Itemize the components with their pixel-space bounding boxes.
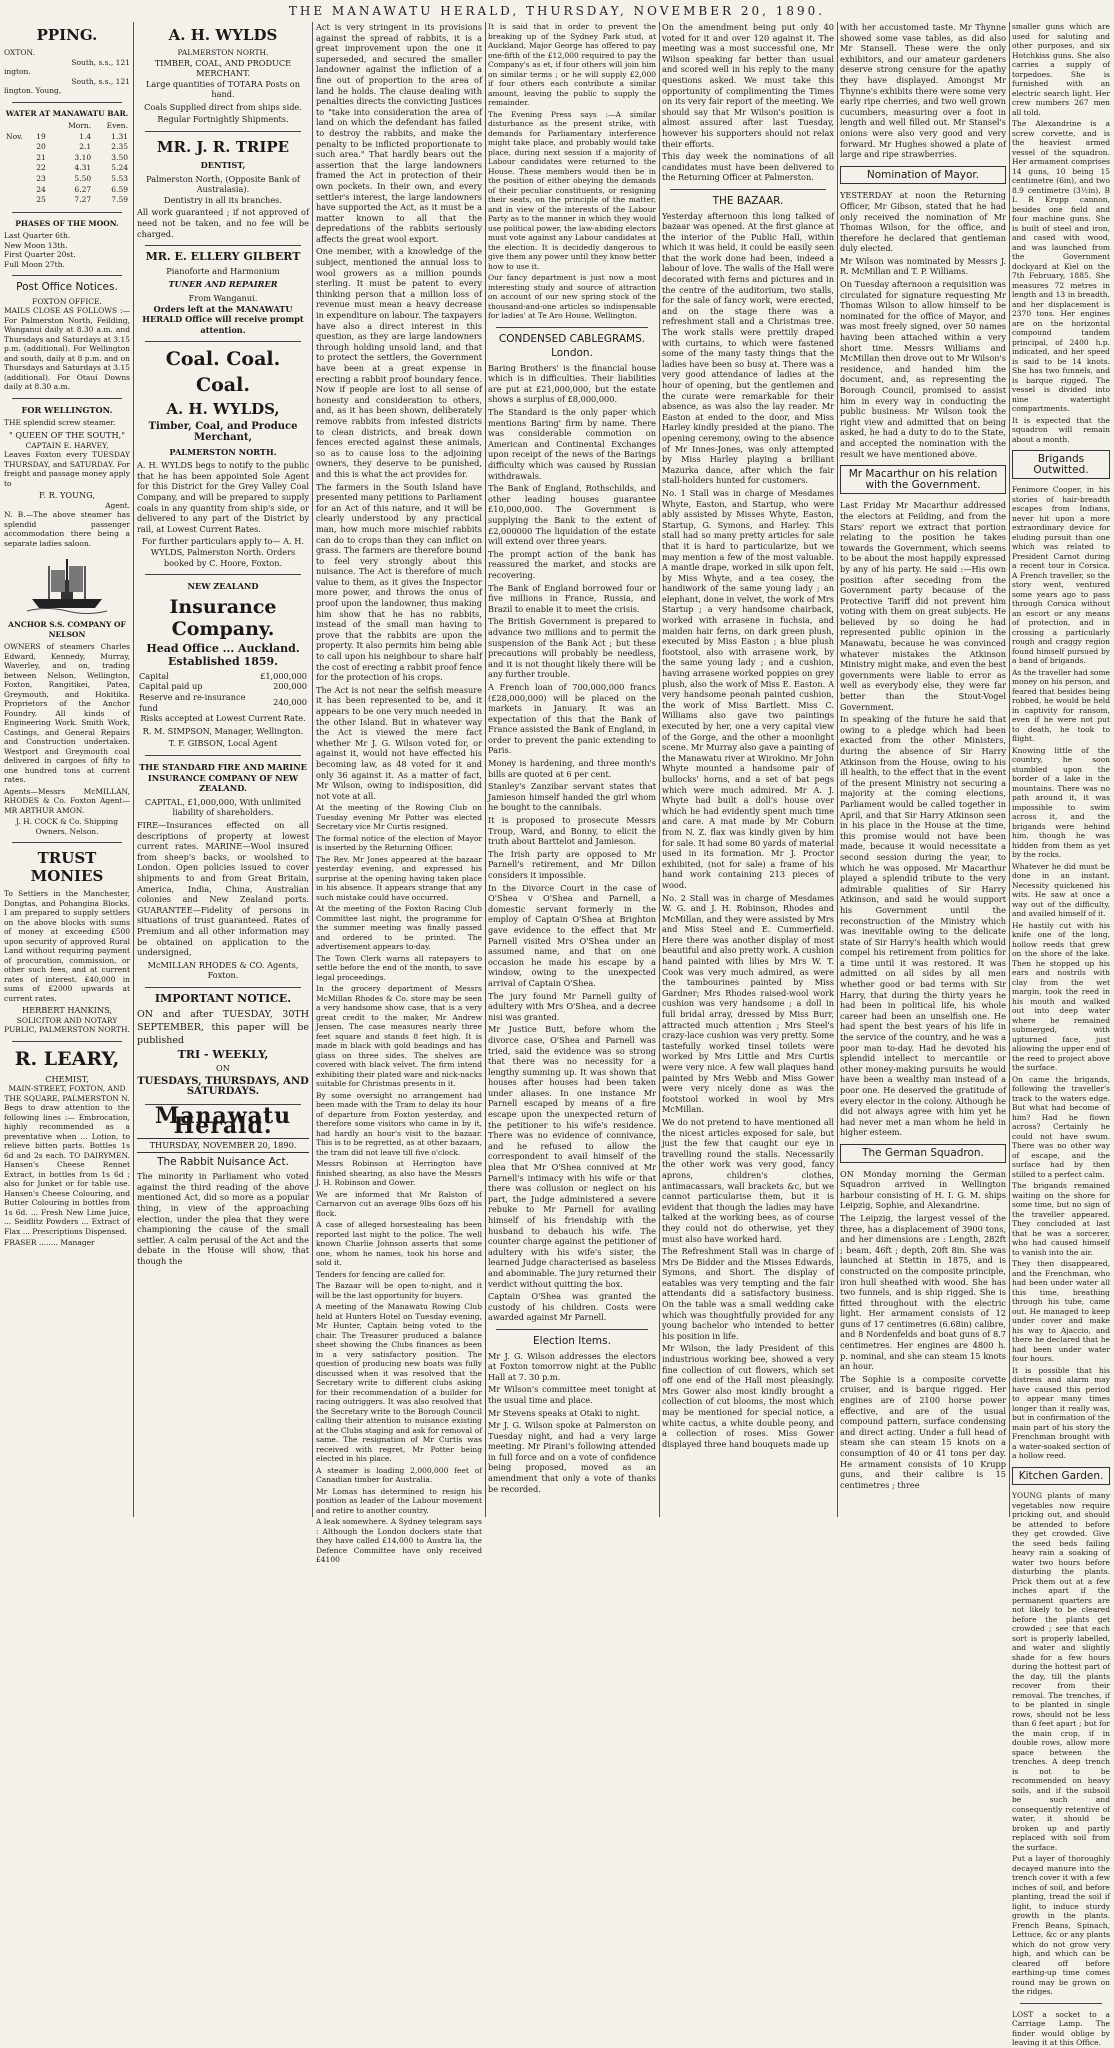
steamer-captain: CAPTAIN E. HARVEY, [25, 440, 109, 450]
column-rule [133, 22, 134, 1517]
bazaar-heading: THE BAZAAR. [712, 194, 784, 207]
brigands-paragraph: Knowing little of the country, he soon stumbled upon the border of a lake in the mountains. There was no path around it, it was impossible to swim across it, and the brigands were behind him, though he was hidden from them as yet by the rocks. [1012, 745, 1110, 860]
wylds-text: Large quantities of TOTARA Posts on hand. [145, 78, 300, 100]
chemist-address: MAIN-STREET, FOXTON, AND THE SQUARE, PALMERSTON N. [4, 1084, 130, 1103]
divider [12, 398, 122, 399]
divider [145, 341, 301, 342]
news-paragraph: Our fancy department is just now a most interesting study and source of attraction on account of our new spring stock of the thousand-and-one articles so indispensable for ladies' at Te Aro House, Wellington. [488, 273, 656, 320]
rabbit-heading: The Rabbit Nuisance Act. [157, 1155, 289, 1168]
divider [670, 189, 826, 190]
moon-heading: PHASES OF THE MOON. [15, 218, 119, 228]
tide-row: 20 2.1 2.35 [36, 142, 128, 152]
tide-table [4, 121, 130, 206]
news-paragraph: The Evening Press says :—A similar disturbance as the present strike, with demands for Parliamentary interference might take place, and probably would take place, during next session if a majority of Labour candidates were returned to the House. These members would then be in the position of either obeying the demands of their peculiar constituents, or resigning their seats, on the principle of the matter, and in view of the interests of the Labour Party as to the manner in which they would use political power, the law-abiding electors must vote against any Labour candidates at the election. It is decidedly dangerous to give them any power until they know better how to use it. [488, 109, 657, 271]
divider [145, 987, 301, 988]
tripe-text: Dentistry in all its branches. [164, 194, 282, 205]
tide-row: 21 3.10 3.50 [36, 152, 128, 162]
election-heading: Election Items. [533, 1334, 611, 1347]
coal-apply: For further particulars apply to— A. H. WYLDS, Palmerston North. Orders booked by C. Hoore, Foxton. [142, 536, 304, 568]
column-3 [316, 22, 482, 1565]
shipping-heading: PPING. [36, 26, 98, 44]
cable-paragraph: It is proposed to prosecute Messrs Troup, Ward, and Bonny, to elicit the truth about Barttelot and Jamieson. [488, 815, 656, 847]
news-paragraph: At the meeting of the Rowing Club on Tuesday evening Mr Potter was elected Secretary vice Mr Curtis resigned. [316, 803, 482, 832]
company-agents: Agents—Messrs McMILLAN, RHODES & Co. Foxton Agent— MR ARTHUR AMON. [4, 786, 130, 815]
cable-paragraph: Stanley's Zanzibar servant states that Jamieson himself handed the girl whom he bought to the cannibals. [488, 781, 656, 813]
insurance-row: Reserve and re-insurance fund 240,000 [139, 692, 307, 713]
insurance-office: Head Office ... Auckland. [146, 641, 300, 655]
news-paragraph: The farmers in the South Island have presented many petitions to Parliament for an Act of this nature, and it will be clearly understood by any practical man, how much more mischief rabbits can do to crops than they can inflict on grass. The farmers are therefore bound to feel very strongly about this nuisance. The Act is therefore of much value to them, as it gives the Inspector more power, and throws the onus of proof upon the landowner, thus making him show that he has no rabbits, instead of the small man having to prove that the rabbits are upon the property. It also permits him being able to call upon his neighbour to share half the cost of erecting a rabbit proof fence for the protection of his crops. [316, 481, 482, 683]
cable-paragraph: The Bank of England, Rothschilds, and other leading houses guarantee £10,000,000. The Government is supplying the Bank to the extent of £2,000000 The liquidation of the estate will extend over three years. [488, 483, 656, 547]
agent-name: F. R. YOUNG, [38, 490, 95, 501]
news-paragraph: The Act is not near the selfish measure it has been represented to be, and it appears to be one very much needed in the other Island. But in whatever way the Act is viewed the mere fact whether Mr J. G. Wilson voted for, or against it, would not have effected his becoming law, as 48 voted for it and only 36 against it. As a matter of fact, Mr Wilson, owing to indisposition, did not vote at all. [316, 684, 482, 801]
german-paragraph: The Sophie is a composite corvette cruiser, and is barque rigged. Her engines are of 2100 horse power effective, and are of the usual compound pattern, surface condensing and direct acting. Under a full head of steam she can steam 15 knots on a consumption of 40 or 41 tons per day. He armament consists of 10 Krupp guns, and their calibre is 15 centimetres ; three [840, 1373, 1006, 1490]
cable-paragraph: The Irish party are opposed to Mr Parnell's retirement, and Mr Dillon considers it impossible. [488, 848, 656, 880]
company-sign: J. H. COCK & Co. Shipping Owners, Nelson. [15, 817, 119, 836]
news-paragraph: The Bazaar will be open to-night, and it will be the last opportunity for buyers. [316, 1281, 482, 1300]
coal-trade: Timber, Coal, and Produce Merchant, [148, 421, 298, 443]
brigands-paragraph: He hastily cut with his knife one of the long, hollow reeds that grew on the shore of the lake. Then he stopped up his ears and nostrils with clay from the wet margin, took the reed in his mouth and walked out into deep water where he remained submerged, with upturned face, just allowing the upper end of the reed to project above the surface. [1012, 920, 1110, 1073]
tide-row: 22 4.31 5.24 [36, 163, 128, 173]
wylds-text: Coals Supplied direct from ships side. [144, 101, 302, 112]
insurance-established: Established 1859. [168, 655, 278, 669]
news-paragraph: A case of alleged horsestealing has been reported last night to the police. The well known Charlie Johnson asserts that some one, whom he names, took his horse and sold it. [316, 1220, 482, 1268]
divider [12, 212, 122, 213]
column-rule [1009, 22, 1010, 1517]
news-paragraph: with her accustomed taste. Mr Thynne showed some vase tables, as did also Mr Stansell. These were the only exhibitors, and our amateur gardeners deserve strong censure for the apathy they have displayed. Amongst Mr Thynne's exhibits there were some very early ripe cherries, and two well grown cucumbers, measuring over a foot in length and well filled out. Mr Stansel's onions were also very good and very forward. Mr Hughes showed a plate of large and ripe strawberries. [840, 22, 1006, 160]
news-paragraph: Mr Lomas has determined to resign his position as leader of the Labour movement and retire to another country. [316, 1486, 482, 1515]
news-paragraph: This day week the nominations of all candidates must have been delivered to the Returning Officer at Palmerston. [662, 151, 834, 183]
mayor-paragraph: Mr Wilson was nominated by Messrs J. R. McMillan and T. P. Williams. [840, 255, 1006, 277]
steamer-body: Leaves Foxton every TUESDAY THURSDAY, and SATURDAY. For freight and passage money apply to [4, 450, 131, 488]
german-paragraph: ON Monday morning the German Squadron arrived in Wellington harbour consisting of H. I. G. M. ships Leipzig, Sophie, and Alexandrine. [840, 1168, 1006, 1211]
trust-heading: TRUST MONIES [30, 849, 104, 886]
tide-col-head: Even. [106, 121, 128, 130]
shipping-line: South, s.s., 121 [71, 57, 130, 67]
brigands-paragraph: Fenimore Cooper, in his stories of hair-breadth escapes from Indians, never hit upon a more extraordinary device for eluding pursuit than one which was related to President Carnot during a recent tour in Corsica. A French traveller, so the story went, ventured some years ago to pass through Corsica without an escort or any means of protection, and in crossing a particularly rough and craggy region found himself pursued by a band of brigands. [1012, 485, 1110, 666]
news-paragraph: One member, with a knowledge of the subject, mentioned the annual loss to wool growers as a million pounds sterling. It must be patent to every thinking person that a million loss of revenue must mean a heavy decrease in expenditure on labour. The taxpayers have also a direct interest in this question, as they are large landowners through holding unsold land, and that to protect the settlers, the Government have been at a great expense in erecting a rabbit proof boundary fence. Now if people are lost to all sense of honesty and consideration to others, and, as it has been shown, deliberately remove rabbits from infested districts to clean districts, and break down fences erected against these animals, so as to cause loss to the adjoining owners, they deserve to be punished, and this is what the act provides for. [316, 246, 482, 479]
mayor-paragraph: YESTERDAY at noon the Returning Officer, Mr Gibson, stated that he had only received the nomination of Mr Thomas Wilson, for the office, and therefore he declared that gentleman duly elected. [840, 190, 1006, 254]
election-paragraph: Mr J. G. Wilson addresses the electors at Foxton tomorrow night at the Public Hall at 7. 30 p.m. [488, 1350, 656, 1382]
tripe-text: All work guaranteed ; if not approved of need not be taken, and no fee will be charged. [137, 207, 309, 239]
german-heading: The German Squadron. [840, 1144, 1006, 1163]
cable-paragraph: The British Government is prepared to advance two millions and to permit the suspension of the Bank Act ; but these precautions will probably be needless, and it is not thought likely there will be any further trouble. [488, 616, 656, 680]
divider [12, 102, 122, 103]
cable-paragraph: The Standard is the only paper which mentions Baring' firm by name. There was considerable commotion on American and Continental Exchanges upon receipt of the news of the Barings difficulty which was caused by Russian withdrawals. [488, 407, 656, 481]
insurance-row: Capital £1,000,000 [139, 670, 307, 681]
post-office-text: MAILS CLOSE AS FOLLOWS :— For Palmerston North, Feilding, Wanganui daily at 8.30 a.m. and Thursdays and Saturdays at 3.15 p.m. (additional). For Wellington and south, daily at 8 p.m. and on Thursdays and Saturdays at 3.15 (additional). For Otaui Downs daily at 8.30 a.m. [4, 306, 130, 392]
post-office-heading: Post Office Notices. [16, 281, 118, 294]
news-paragraph: A steamer is loading 2,000,000 feet of Canadian timber for Australia. [316, 1465, 482, 1485]
tide-row: 24 6.27 6.59 [36, 184, 128, 194]
cable-paragraph: The Bank of England borrowed four or five millions in France, Russia, and Brazil to enable it to meet the crisis. [488, 582, 656, 614]
cable-sub: London. [551, 347, 593, 360]
mayor-heading: Nomination of Mayor. [840, 166, 1006, 185]
kitchen-paragraph: Put a layer of thoroughly decayed manure into the trench cover it with a few inches of soil, and before planting, tread the soil if light, to induce sturdy growth in the plants. French Beans, Spinach, Lettuce, &c or any plants which do not grow very high, and which can be cleared off before earthing-up time comes round may be grown on the ridges. [1012, 1854, 1110, 1997]
news-paragraph: Act is very stringent in its provisions against the spread of rabbits, it is a great improvement upon the one it superseded, and secured the smaller landowner against the infliction of a fine out of proportion to the area of land he holds. The clause dealing with penalties directs the convicting Justices to "take into consideration the area of land on which the defendant has failed to destroy the rabbits, and make the penalty to be inflicted proportionate to such area." That hardly bears out the assertion that the large landowners framed the Act in protection of their own pockets. In their own, and every settler's interest, the large landowners have supported the Act, as it must be a matter known to all that the depredations of the rabbits seriously affects the great wool export. [316, 22, 482, 244]
gilbert-role: TUNER AND REPAIRER [168, 279, 278, 290]
bazaar-paragraph: No. 2 Stall was in charge of Mesdames W. G. and J. H. Robinson, Rhodes and McMillan, and they were assisted by Mrs and Miss Steel and E. Cummerfield. Here there was another display of most beautiful and also pretty work. A cushion hand painted with lilies by Mrs W. T. Cook was very much admired, as were the tambourines painted by Miss Gardner; Mrs Rhodes raised-wool work cushion was very handsome ; a doll in full bridal array, dressed by Miss Burr, attracted much attention ; Mrs Steel's crazy-lace cushion was very pretty. Some tastefully worked tinsel toilets were worked by Mrs Little and Mrs Curtis were very nice. A few wall plaques hand painted by Mrs Webb and Miss Gower were very nicely done as was the footstool worked in wool by Mrs McMillan. [662, 892, 834, 1115]
news-paragraph: On the amendment being put only 40 voted for it and over 120 against it. The meeting was a most successful one, Mr Wilson speaking far better than usual and scored well in his reply to the many questions asked. We must take this opportunity of complimenting the Times on its very fair report of the meeting. We should say that Mr Wilson's position is almost assured after last Tuesday, however his supporters should not relax their efforts. [662, 22, 834, 149]
column-rule [485, 22, 486, 1517]
chemist-sign: FRASER ........ Manager [4, 1238, 95, 1248]
divider [145, 755, 301, 756]
standard-capital: CAPITAL, £1,000,000, With unlimited liability of shareholders. [144, 796, 302, 818]
brigands-paragraph: As the traveller had some money on his person, and feared that besides being robbed, he would be held in captivity for ransom, even if he were not put to death, he took to flight. [1012, 667, 1110, 744]
cable-paragraph: Mr Justice Butt, before whom the divorce case, O'Shea and Parnell was tried, said the evidence was so strong that there was no necessity for a lengthy summing up. It was shown that houses after houses had been taken under aliases. In one instance Mr Parnell escaped by means of a fire escape upon the unexpected return of the petitioner to his wife's residence. There was no evidence of connivance, and he refused to allow the correspondent to avail himself of the plea that Mr O'Shea connived at Mr Parnell's intimacy with his wife or that there was collusion or neglect on his part, the Judge administered a severe rebuke to Mr Parnell for availing himself of his friendship with the husband to debauch his wife. The counter charge against the petitioner of adultery with his wife's sister, the learned Judge characterised as baseless and abominable. The jury returned their verdict without quitting the box. [488, 1024, 656, 1289]
kitchen-paragraph: YOUNG plants of many vegetables now require pricking out, and should be attended to before they get crowded. Give the seed beds failing heavy rain a soaking of water two hours before disturbing the plants. Prick them out at a few inches apart if the permanent quarters are not likely to be cleared before the plants get crowded ; see that each sort is properly labelled, and water and slightly shade for a few hours during the hottest part of the day, till the plants recover from their removal. The trenches, if to be planted in single rows, should not be less than 6 feet apart ; but for the main crop, if in double rows, allow more space between the trenches. A deep trench is not to be recommended on heavy soils, and if the subsoil be such and consequently retentive of water, it should be broken up and partly replaced with soil from the surface. [1012, 1491, 1110, 1852]
agent-role: Agent. [105, 500, 130, 510]
insurance-heading: NEW ZEALAND [187, 581, 259, 592]
coal-text: A. H. WYLDS begs to notify to the public that he has been appointed Sole Agent for this District for the Grey Valley Coal Company, and will be prepared to supply coals in any quantity from ship's side, or delivered to any part of the District by rail, at Lowest Current Rates. [137, 460, 309, 534]
gilbert-location: From Wanganui. [188, 293, 258, 303]
tide-row: 25 7.27 7.59 [36, 195, 128, 205]
moon-line: Full Moon 27th. [4, 259, 65, 269]
wylds-heading: A. H. WYLDS [168, 26, 278, 44]
bazaar-paragraph: Yesterday afternoon this long talked of bazaar was opened. At the first glance at the interior of the Public Hall, within which it was held, it could be easily seen that the work done had been, indeed a labour of love. The walls of the Hall were decorated with ferns and pictures and in the centre of the auditorium, two stalls, for the sale of fancy work, were erected, and on the stage there was a refreshment stall and a Christmas tree. The work stalls were prettily draped with curtains, to which were fastened some of the many tasty things that the ladies have been so busy at. There was a very good attendance of ladies at the hour of opening, but the gentlemen and the curate were remarkable for their absence, as was also the lay reader. Mr Easton at ended to the door, and Miss Harley kindly presided at the piano. The opening ceremony, owing to the absence of Mr Innes-Jones, was only attempted by Miss Harley playing a brilliant Mazurka dance, after which the fair stall-holders hunted for customers. [662, 210, 834, 486]
standard-heading: THE STANDARD FIRE AND MARINE INSURANCE COMPANY OF NEW ZEALAND. [139, 762, 307, 794]
cable-paragraph: A French loan of 700,000,000 francs (£28,000,000) will be placed on the markets in January. It was an expectation of this that the Bank of France assisted the Bank of England, in order to prevent the panic extending to Paris. [488, 681, 656, 756]
masthead: THE MANAWATU HERALD, THURSDAY, NOVEMBER 20, 1890. [288, 4, 826, 18]
shipping-line: ington. [4, 67, 31, 76]
cable-paragraph: The prompt action of the bank has reassured the market, and stocks are recovering. [488, 548, 656, 580]
election-paragraph: Mr Stevens speaks at Otaki to night. [488, 1407, 641, 1418]
divider [12, 1041, 122, 1042]
bazaar-paragraph: We do not pretend to have mentioned all the nicest articles exposed for sale, but just the few that caught our eye in travelling round the stalls. Necessarily the other work was very good, fancy aprons, children's clothes, antimacassars, wall brackets &c, but we cannot particularise them, but it is evident that though the ladies may have talked at the working bees, as of course they could not do otherwise, yet they must also have worked hard. [662, 1116, 834, 1244]
column-rule [837, 22, 838, 1517]
news-paragraph: We are informed that Mr Ralston of Carnarvon cut an average 9lbs 6ozs off his flock. [316, 1189, 482, 1218]
rabbit-text: The minority in Parliament who voted against the third reading of the above mentioned Act, did so more as a popular thing, in view of the approaching election, under the plea that they were championing the cause of the small settler. A calm perusal of the Act and the debate in the House will show, that though the [137, 1171, 309, 1266]
standard-sign: McMILLAN RHODES & CO. Agents, Foxton. [147, 959, 299, 981]
insurance-table [137, 671, 309, 713]
shipping-line: OXTON. [4, 48, 35, 57]
column-6 [840, 22, 1006, 1517]
tripe-heading: MR. J. R. TRIPE [156, 138, 290, 157]
divider [12, 842, 122, 843]
brigands-paragraph: The brigands remained waiting on the shore for some time, but no sign of the traveller appeared. They concluded at last that he was a sorcerer, who had caused himself to vanish into the air. [1012, 1181, 1110, 1257]
divider [145, 131, 301, 132]
news-paragraph: At the meeting of the Foxton Racing Club Committee last night, the programme for the summer meeting was finally passed and ordered to be printed. The advertisement appears to-day. [316, 904, 482, 952]
news-paragraph: The Rev. Mr Jones appeared at the bazaar yesterday evening, and expressed his surprise at the opening having taken place in his absence. It appears strange that any such mistake could have occurred. [316, 854, 482, 902]
divider [12, 275, 122, 276]
chemist-heading: R. LEARY, [14, 1047, 120, 1070]
coal-heading: Coal. Coal. [165, 348, 281, 371]
moon-line: First Quarter 20st. [4, 250, 76, 260]
gilbert-text: Orders left at the MANAWATU HERALD Office will receive prompt attention. [142, 303, 304, 335]
news-paragraph: A meeting of the Manawatu Rowing Club held at Hunters Hotel on Tuesday evening, Mr Hunter, Captain being voted to the chair. The Treasurer produced a balance sheet showing the Clubs finances as been in a very satisfactory position. The question of producing new boats was fully discussed when it was resolved that the Secretary write to different clubs asking for their recommendation of a builder for racing outriggers. It was also resolved that the Secretary write to the Borough Council calling their attention to nuisance existing at the Clubs staging and ask for removal of same. The resignation of Mr Curtis was received with regret, Mr Potter being elected in his place. [316, 1302, 482, 1464]
column-4 [488, 22, 656, 1517]
insurance-risks: Risks accepted at Lowest Current Rate. [140, 713, 306, 724]
column-5 [662, 22, 834, 1517]
news-paragraph: Tenders for fencing are called for. [316, 1269, 446, 1279]
paper-title: Manawatu Herald. [154, 1102, 292, 1140]
divider [496, 327, 648, 328]
news-paragraph: Messrs Robinson at Herrington have finished shearing, as also have the Messrs J. H. Robinson and Gower. [316, 1159, 482, 1188]
wylds-trade: TIMBER, COAL, AND PRODUCE MERCHANT. [154, 57, 292, 79]
brigands-paragraph: It is possible that his distress and alarm may have caused this period to appear many times longer than it really was, but in confirmation of the main part of his story the Frenchman brought with a water-soaked section of a hollow reed. [1012, 1365, 1110, 1461]
kitchen-heading: Kitchen Garden. [1012, 1467, 1110, 1486]
company-text: OWNERS of steamers Charles Edward, Kennedy, Murray, Waverley, and on, trading between Nelson, Wellington, Foxton, Rangitikei, Patea, Greymouth, and Hokitika. Proprietors of the Anchor Foundry. All kinds of Engineering Work. Smith Work, Castings, and General Repairs and Construction undertaken. Westport and Greymouth coal delivered in cargoes of fifty to one hundred tons at current rates. [4, 642, 130, 785]
tripe-location: Palmerston North, (Opposite Bank of Australasia). [146, 173, 300, 195]
cable-paragraph: Baring Brothers' is the financial house which is in difficulties. Their liabilities are put at £21,000,000, but the estate shows a surplus of £8,000,000. [488, 362, 656, 405]
standard-text: FIRE—Insurances effected on all descriptions of property at lowest current rates. MARINE—Wool insured from sheep's backs, or woolshed to London. Open policies issued to cover shipments to and from Great Britain, America, India, China, Australian colonies and New Zealand ports. GUARANTEE—Fidelity of persons in situations of trust guaranteed. Rates of Premium and all other information may be obtained on application to the undersigned, [137, 820, 309, 958]
insurance-agent: T. F. GIBSON, Local Agent [168, 738, 278, 749]
tide-heading: WATER AT MANAWATU BAR. [5, 108, 129, 118]
cable-heading: CONDENSED CABLEGRAMS. [498, 332, 646, 345]
trust-text: To Settlers in the Manchester, Dongtas, and Pohangina Blocks. I am prepared to supply settlers on the above blocks with sums of money at exceeding £500 upon security of approved Rural Land without requiring payment of procuration, commission, or other such fees, and at current rates of interest. £40,000 in sums of £2000 upwards at current rates. [4, 889, 130, 1003]
insurance-row: Capital paid up 200,000 [139, 681, 307, 692]
column-rule [312, 22, 313, 1517]
tide-row: 23 5.50 5.53 [36, 173, 128, 183]
election-paragraph: Mr J. G. Wilson spoke at Palmerston on Tuesday night, and had a very large meeting. Mr Pirani's following attended in full force and on a vote of confidence being proposed, moved as an amendment that only a vote of thanks be recorded. [488, 1420, 656, 1494]
company-heading: ANCHOR S.S. COMPANY OF NELSON [8, 620, 126, 639]
macarthur-heading: Mr Macarthur on his relation with the Government. [840, 465, 1006, 494]
coal-heading-2: Coal. [196, 374, 250, 397]
bazaar-paragraph: No. 1 Stall was in charge of Mesdames Whyte, Easton, and Startup, who were ably assisted by Misses Whyte, Easton, Startup, G. Symons, and Harley. This stall had so many pretty articles for sale that it is hard to particularize, but we may mention a few of the most valuable. A mantle drape, worked in silk upon felt, by Miss Whyte, and a tea cosey, the handiwork of the same young lady ; an elephant, done in velvet, the work of Mrs Startup ; a very handsome chairback, worked with arrasene in fuchsia, and maiden hair ferns, on dark green plush, executed by Miss Easton ; a blue plush footstool, also with arrasene work, by the same young lady ; and a cushion, having arrasene worked poppies on grey plush, also the work of Miss E. Easton. A very handsome peonah painted cushion, the work of Miss Bartlett. Miss C. Williams also gave two paintings executed by her, one a very capital view of the Gorge, and the other a moonlight scene. Mr Murray also gave a painting of the Manawatu river at Wirokino. Mr John Whyte mounted a handsome pair of bullocks' horns, and a set of bat pegs which were much admired. Mr A. J. Whyte had built a doll's house over which he had evidently spent much time and care. A mat made by Mr Coburn from N. Z. flax was kindly given by him for sale. It had some 80 yards of material used in its formation. Mr J. Proctor exhibited, (not for sale) a frame of his hand work containing 213 pieces of wood. [662, 487, 835, 890]
lost-notice: LOST a socket to a Carriage Lamp. The finder would oblige by leaving it at this Office. [1012, 2009, 1110, 2048]
cable-paragraph: In the Divorce Court in the case of O'Shea v O'Shea and Parnell, a domestic servant formerly in the employ of Captain O'Shea at Brighton gave evidence to the effect that Mr Parnell visited Mrs O'Shea under an assumed name, and that on one occasion he made his escape by a window, owing to the unexpected arrival of Captain O'Shea. [488, 882, 656, 988]
moon-line: New Moon 13th. [4, 240, 68, 250]
news-paragraph: In the grocery department of Messrs McMillan Rhodes & Co. store may be seen a very handsome show case, that is a very great credit to the maker, Mr Andrew Jensen. The case measures nearly three feet square and stands 8 feet high. It is made in black with gold beadings and has glass on three sides. The shelves are covered with black velvet. The firm intend exhibiting their plated ware and nick-nacks suitable for Christmas presents in it. [316, 984, 482, 1089]
macarthur-paragraph: Last Friday Mr Macarthur addressed the electors at Feilding, and from the Stars' report we extract that portion relating to the position he takes towards the Government, which seems to be about the most happily expressed by any of his party. He said :—His own position after seceding from the Government party because of the Protective Tariff did not prevent him voting with them on great subjects. He believed by so doing he had represented public opinion in the Manawatu, because he was convinced whatever mistakes the Atkinson Ministry might make, and even the best governments were liable to error as well as everybody else, they were far better than the Stout-Vogel Government. [840, 500, 1006, 712]
chemist-text: Begs to draw attention to the following lines :— Embrocation, highly recommended as a preventative when ... Lotion, to relieve bitten parts. Bottles 1s 6d and 2s each. TO DAIRYMEN. Hansen's Cheese Rennet Extract, in bottles from 1s 6d ; also for Junket or for table use. Hansen's Cheese Colouring, and Butter Colouring in bottles from 1s 6d. ... Fresh New Lime Juice, ... Seidlitz Powders ... Extract of Flax ... Prescriptions Dispensed. [4, 1103, 130, 1236]
coal-name: A. H. WYLDS, [166, 400, 280, 419]
column-1 [4, 22, 130, 1517]
gilbert-sub: Pianoforte and Harmonium [166, 265, 280, 276]
column-2 [137, 22, 309, 1517]
notice-on: ON [216, 1063, 230, 1074]
ship-illustration [27, 554, 107, 614]
tripe-role: DENTIST, [200, 160, 246, 171]
post-office-sub: FOXTON OFFICE. [32, 296, 102, 306]
divider [145, 245, 301, 246]
news-paragraph: The Town Clerk warns all ratepayers to settle before the end of the month, to save legal proceedings. [316, 953, 482, 982]
news-paragraph: A leak somewhere. A Sydney telegram says : Although the London dockers state that they have called £14,000 to Austra lia, the Defence Committee have only received £4100 [316, 1517, 482, 1565]
coal-location: PALMERSTON NORTH. [169, 446, 277, 457]
moon-line: Last Quarter 6th. [4, 231, 71, 241]
news-paragraph: smaller guns which are used for saluting and other purposes, and six Hotchkiss guns. She also carries a supply of torpedoes. She is furnished with an electric search light. Her crew numbers 267 men all told. [1012, 22, 1110, 117]
wellington-heading: FOR WELLINGTON. [21, 404, 113, 415]
solicitor-role: SOLICITOR AND NOTARY PUBLIC, PALMERSTON NORTH. [4, 1015, 130, 1035]
mayor-paragraph: On Tuesday afternoon a requisition was circulated for signature requesting Mr Thomas Wilson to allow himself to be nominated for the office of Mayor, and was most freely signed, over 50 names having been attached within a very short time. Messrs Williams and McMillan then drove out to Mr Wilson's residence, and handed him the document, and, as representing the Borough Council, promised to assist him in every way in conducting the public business. Mr Wilson took the right view and admitted that on being asked, he had a duty to do to the State, and accepted the nomination with the result we have mentioned above. [840, 279, 1006, 459]
notice-text: ON and after TUESDAY, 30TH SEPTEMBER, this paper will be published [137, 1008, 309, 1046]
news-paragraph: The Alexandrine is a screw corvette, and is the heaviest armed vessel of the squadron. Her armament comprises 14 guns, 10 being 15 centimetre (6in), and two 8.9 centimetre (3½in), B L R Krupp cannon, besides one field and four machine guns. She is built of steel and iron, and cased with wood, and was launched from the Government dockyard at Kiel on the 7th February, 1885. She measures 72 metres in length and 13 in breadth, and her displacement is 2370 tons. Her engines are on the horizontal compound tandem principal, of 2400 h.p. indicated, and her speed is said to be 14 knots. She has two funnels, and is barque rigged. The vessel is divided into nine watertight compartments. [1012, 119, 1110, 413]
wylds-location: PALMERSTON NORTH. [177, 48, 269, 57]
notice-heading: IMPORTANT NOTICE. [154, 991, 292, 1005]
brigands-paragraph: They then disappeared, and the Frenchman, who had been under water all this time, breathing through his tube, came out. He managed to keep under cover and make his way to Ajaccio, and there he declared that he had been under water four hours. [1012, 1259, 1110, 1364]
shipping-line: South, s.s., 121 [71, 76, 130, 86]
german-paragraph: The Leipzig, the largest vessel of the three, has a displacement of 3900 tons, and her dimensions are : Length, 282ft ; beam, 46ft ; depth, 20ft 8in. She was launched at Stettin in 1875, and is constructed on the composite principle, iron hull sheathed with wood. She has two funnels, and is ship rigged. She is fitted throughout with the electric light. Her armament consists of 12 guns of 17 centimetres (6.68in) calibre, and 8 Nordenfelds and boat guns of 8.7 centimetres. Her engines are 4800 h. p. nominal, and she can steam 15 knots an hour. [840, 1212, 1006, 1372]
gilbert-heading: MR. E. ELLERY GILBERT [145, 250, 301, 264]
cable-paragraph: The jury found Mr Parnell guilty of adultery with Mrs O'Shea, and a decree nisi was granted. [488, 990, 656, 1022]
bazaar-paragraph: Mr Wilson, the lady President of this industrious working bee, showed a very fine collection of cut flowers, which set off one end of the Hall most pleasingly. Mrs Gower also most kindly brought a collection of cut blooms, the most which may be mentioned for special notice, a white cactus, a white double peony, and a collection of roses. Miss Gower displayed three hand bouquets made up [662, 1343, 834, 1449]
brigands-paragraph: On came the brigands, following the traveller's track to the waters edge. But what had become of him? Had he flown across? Certainly he could not have swum. There was no other way of escape, and the surface had by then stilled to a perfect calm. [1012, 1074, 1110, 1179]
divider [145, 574, 301, 575]
column-rule [659, 22, 660, 1517]
macarthur-paragraph: In speaking of the future he said that owing to a pledge which had been exacted from the other Ministers, during the absence of Sir Harry Atkinson from the House, owing to his ill health, to the effect that in the event of the present Ministry not securing a majority at the coming elections, Parliament would be called together in April, and that Sir Harry Atkinson seen in his place in the House at the time, this promise would not have been made, because it would necessitate a second session during the year, to which he was opposed. Mr Macarthur played a splendid tribute to the very admirable qualities of Sir Harry Atkinson, and said he would support his Government until the reconstruction of the Ministry which was inevitable owing to the delicate state of Sir Harry's health which would compel his retirement from politics for a time until it was restored. It was admitted on all sides by all men whether good or bad terms with Sir Harry, that during the thirty years he had been in political life, his whole career had been an unselfish one. He had spent the best years of his life in the service of the country, and he was a poor man to-day. Had he devoted his splendid intellect to mercantile or other money-making pursuits he would have been a wealthy man instead of a poor one. He deserved the gratitude of every elector in the colony. Although he did not always agree with him yet he had never met a man whom he held in higher esteem. [840, 714, 1006, 1138]
wylds-text: Regular Fortnightly Shipments. [157, 114, 289, 125]
insurance-manager: R. M. SIMPSON, Manager, Wellington. [142, 725, 304, 736]
notice-tri-weekly: TRI - WEEKLY, [177, 1047, 269, 1061]
cable-paragraph: Captain O'Shea was granted the custody of his children. Costs were awarded against Mr Parnell. [488, 1291, 656, 1323]
election-paragraph: Mr Wilson's committee meet tonight at the usual time and place. [488, 1384, 656, 1405]
tide-row: Nov. 19 1.4 1.31 [6, 131, 128, 141]
column-7 [1012, 22, 1110, 2048]
chemist-sub: CHEMIST, [45, 1073, 89, 1084]
bazaar-paragraph: The Refreshment Stall was in charge of Mrs De Bidder and the Misses Edwards, Symons, and Short. The display of eatables was very tempting and the fair attendants did a satisfactory business. On the table was a small wedding cake which was thoughtfully provided for any young bachelor who intended to better his position in life. [662, 1246, 834, 1341]
steamer-note: N. B.—The above steamer has splendid passenger accommodation there being a separate ladies saloon. [4, 510, 130, 548]
news-paragraph: It is said that in order to prevent the breaking up of the Sydney Park stud, at Auckland, Major George has offered to pay one-fifth of the £12,000 required to pay the Company's as et, if four others will join him on similar terms ; or he will supply £2,000 if four others each contribute a similar amount, leaving the public to supply the remainder. [488, 22, 656, 107]
tide-col-head: Morn. [68, 121, 92, 130]
brigands-heading: Brigands Outwitted. [1012, 450, 1110, 479]
divider [496, 1329, 648, 1330]
solicitor-name: HERBERT HANKINS, [21, 1005, 112, 1016]
news-paragraph: By some oversight no arrangement had been made with the Tram to delay its hour of departure from Foxton yesterday, and therefore some visitors who came in by it, had hardly an hour's visit to the bazaar. This is to be regretted, as at other bazaars, the tram did not leave till five o'clock. [316, 1090, 482, 1157]
cable-paragraph: Money is hardening, and three month's bills are quoted at 6 per cent. [488, 758, 656, 779]
steamer-name: " QUEEN OF THE SOUTH," [8, 429, 126, 440]
news-paragraph: The formal notice of the election of Mayor is inserted by the Returning Officer. [316, 833, 482, 853]
notice-days: TUESDAYS, THURSDAYS, AND SATURDAYS. [137, 1075, 309, 1098]
news-paragraph: It is expected that the squadron will remain about a month. [1012, 415, 1110, 444]
divider [1020, 2003, 1102, 2004]
brigands-paragraph: Whatever he did must be done in an instant. Necessity quickened his wits. He saw at once a way out of the difficulty, and availed himself of it. [1012, 861, 1110, 919]
paper-date: THURSDAY, NOVEMBER 20, 1890. [137, 1138, 309, 1153]
shipping-line: lington. Young, [4, 86, 62, 95]
insurance-name: Insurance Company. [169, 595, 277, 640]
steamer-text: THE splendid screw steamer. [4, 418, 116, 428]
